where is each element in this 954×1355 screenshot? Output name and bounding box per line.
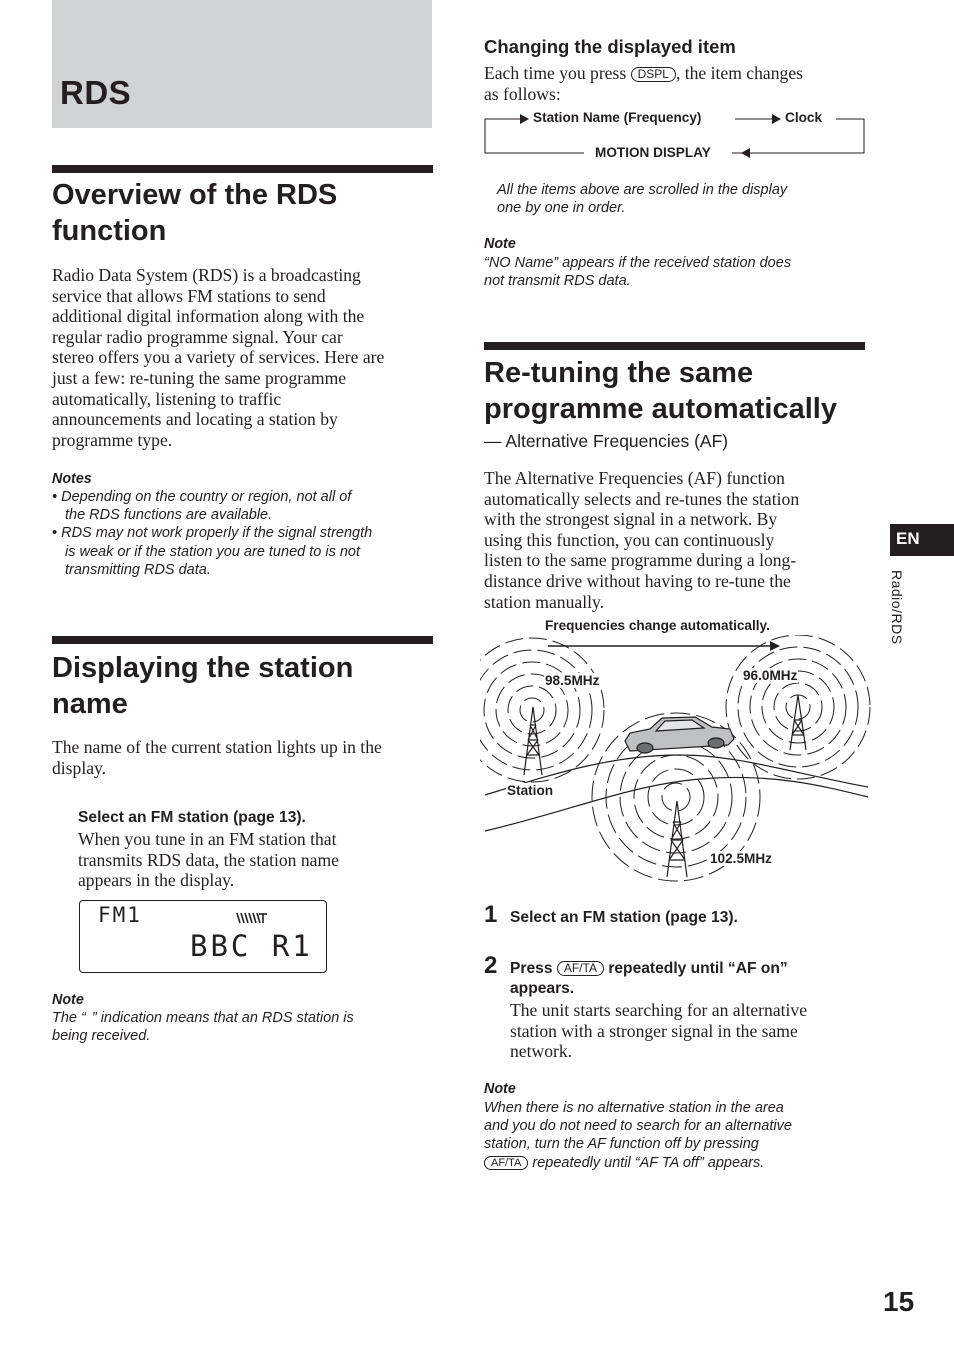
af-caption: Frequencies change automatically.	[545, 618, 770, 633]
changing-note-title: Note	[484, 236, 516, 252]
flow-item-clock: Clock	[785, 110, 823, 125]
page-number: 15	[883, 1286, 915, 1317]
af-illustration	[480, 615, 872, 885]
freq-label-bottom: 102.5MHz	[710, 851, 772, 866]
changing-body: Each time you press DSPL , the item changes as follows:	[484, 63, 803, 104]
step2-body: The unit starts searching for an alternative station with a stronger signal in the same network.	[510, 1000, 808, 1062]
section-rule	[484, 342, 865, 350]
step-number: 1	[484, 901, 498, 928]
lcd-band-text: FM1	[98, 903, 142, 927]
chapter-title: RDS	[60, 74, 132, 111]
section-rule	[52, 636, 433, 644]
section-side-label: Radio/RDS	[889, 570, 905, 645]
changing-heading: Changing the displayed item	[484, 36, 736, 57]
rds-indicator-icon	[235, 911, 269, 925]
overview-body: Radio Data System (RDS) is a broadcasting service that allows FM stations to send additional digital information along with the regular radio programme signal. Your car stereo offers you a variety of services. Here are just a few: re-tuning the same programme automatically, listening to traffic announcements and locating a station by programme type.	[52, 265, 385, 450]
flow-item-motion-display: MOTION DISPLAY	[595, 145, 711, 160]
changing-scroll-text: All the items above are scrolled in the display one by one in order.	[497, 182, 788, 217]
retuning-heading: Re-tuning the same programme automatically	[484, 357, 837, 425]
language-tab-label: EN	[896, 529, 920, 548]
retuning-note: When there is no alternative station in the area and you do not need to search for an alternative station, turn the AF function off by pressing AF/TA repeatedly until “AF TA off” appears.	[484, 1100, 792, 1171]
lcd-display	[79, 900, 327, 973]
step2-heading: Press AF/TA repeatedly until “AF on” appears.	[510, 960, 788, 997]
notes-list: • Depending on the country or region, not all of the RDS functions are available. • RDS may not work properly if the signal strength is weak or if the station you are tuned to is not transmitting RDS data.	[52, 488, 437, 579]
displaying-step-heading: Select an FM station (page 13).	[78, 809, 306, 826]
retuning-body: The Alternative Frequencies (AF) function automatically selects and re-tunes the station with the strongest signal in a network. By using this function, you can continuously listen to the same programme during a long- distance drive without having to re-tune the station manually.	[484, 468, 800, 612]
section-rule	[52, 165, 433, 173]
displaying-note: The “ ” indication means that an RDS station is being received.	[52, 1010, 354, 1045]
station-label: Station	[507, 783, 554, 798]
freq-label-right: 96.0MHz	[743, 668, 798, 683]
displaying-heading: Displaying the station name	[52, 652, 354, 720]
retuning-note-title: Note	[484, 1081, 516, 1097]
afta-key: AF/TA	[484, 1156, 528, 1170]
changing-note: “NO Name” appears if the received station does not transmit RDS data.	[484, 255, 792, 290]
displaying-step-body: When you tune in an FM station that transmits RDS data, the station name appears in the display.	[78, 829, 339, 891]
dspl-key: DSPL	[631, 67, 676, 82]
displaying-note-title: Note	[52, 992, 84, 1008]
lcd-station-name: BBC R1	[190, 929, 313, 963]
retuning-subheading: — Alternative Frequencies (AF)	[484, 431, 729, 451]
displaying-body: The name of the current station lights up in the display.	[52, 737, 382, 778]
afta-key: AF/TA	[557, 961, 604, 976]
freq-label-left: 98.5MHz	[545, 673, 600, 688]
note-item: • Depending on the country or region, not all of	[52, 489, 352, 505]
language-tab	[890, 524, 954, 556]
overview-heading: Overview of the RDS function	[52, 179, 338, 247]
step1-heading: Select an FM station (page 13).	[510, 909, 738, 926]
step-number: 2	[484, 952, 498, 979]
notes-title: Notes	[52, 471, 92, 487]
flow-item-station-name: Station Name (Frequency)	[533, 110, 702, 125]
note-item: • RDS may not work properly if the signal strength	[52, 525, 373, 542]
